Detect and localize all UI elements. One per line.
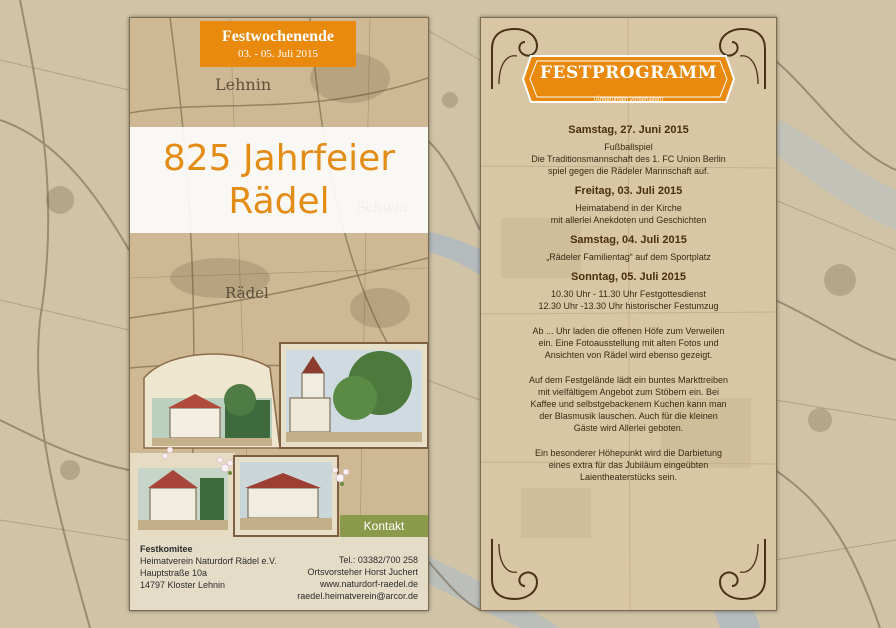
program-day: Freitag, 03. Juli 2015: [574, 185, 683, 197]
contact-details: [297, 554, 418, 602]
badge-title: Festwochenende: [222, 28, 334, 45]
vintage-postcard-image: [130, 338, 428, 538]
program-paragraph-line: ein. Eine Fotoausstellung mit alten Fotos und: [538, 338, 719, 348]
program-subtitle: (Änderungen vorbehalten): [593, 97, 664, 103]
map-label-raedel: Rädel: [225, 284, 269, 302]
program-line: 12.30 Uhr -13.30 Uhr historischer Festumzug: [538, 301, 719, 311]
city-address: 14797 Kloster Lehnin: [140, 580, 226, 590]
program-paragraph-line: der Blasmusik lauschen. Auch für die kleinen: [539, 411, 718, 421]
phone-number: Tel.: 03382/700 258: [338, 555, 418, 565]
program-paragraph-line: Ansichten von Rädel wird ebenso gezeigt.: [544, 350, 713, 360]
front-flyer: [129, 17, 429, 611]
committee-address: [140, 543, 277, 591]
title-band: [130, 127, 428, 233]
program-line: Heimatabend in der Kirche: [575, 203, 682, 213]
email-link[interactable]: raedel.heimatverein@arcor.de: [297, 591, 418, 601]
street-address: Hauptstraße 10a: [140, 568, 208, 578]
association-name: Heimatverein Naturdorf Rädel e.V.: [140, 556, 277, 566]
program-schedule: [491, 124, 766, 483]
program-paragraph-line: mit vielfältigem Angebot zum Stöbern ein. Bei: [537, 387, 720, 397]
program-paragraph-line: Ab ... Uhr laden die offenen Höfe zum Verweilen: [532, 326, 725, 336]
page-title-place: Rädel: [228, 181, 330, 222]
badge-dates: 03. - 05. Juli 2015: [237, 48, 319, 60]
contact-tab[interactable]: Kontakt: [340, 515, 428, 537]
program-line: „Rädeler Familientag“ auf dem Sportplatz: [546, 252, 711, 262]
program-day: Samstag, 04. Juli 2015: [570, 234, 687, 246]
program-line: Die Traditionsmannschaft des 1. FC Union Berlin: [531, 154, 726, 164]
page-title: 825 Jahrfeier: [162, 138, 396, 179]
program-title: FESTPROGRAMM: [539, 63, 718, 83]
program-flyer: [480, 17, 777, 611]
map-label-lehnin: Lehnin: [215, 75, 272, 94]
contact-person: Ortsvorsteher Horst Juchert: [307, 567, 418, 577]
program-paragraph-line: Auf dem Festgelände lädt ein buntes Markttreiben: [528, 375, 729, 385]
program-paragraph-line: Laientheaterstücks sein.: [579, 472, 678, 482]
program-line: spiel gegen die Rädeler Mannschaft auf.: [547, 166, 710, 176]
committee-heading: Festkomitee: [140, 544, 193, 554]
festival-weekend-badge: [200, 21, 356, 67]
program-paragraph-line: Kaffee und selbstgebackenem Kuchen kann man: [530, 399, 727, 409]
bottom-left-flourish-icon: [487, 534, 547, 604]
program-paragraph-line: Gäste wird Allerlei geboten.: [573, 423, 684, 433]
program-day: Sonntag, 05. Juli 2015: [571, 271, 686, 283]
program-line: Fußballspiel: [604, 142, 653, 152]
bottom-right-flourish-icon: [710, 534, 770, 604]
website-link[interactable]: www.naturdorf-raedel.de: [319, 579, 418, 589]
program-line: mit allerlei Anekdoten und Geschichten: [550, 215, 707, 225]
program-day: Samstag, 27. Juni 2015: [568, 124, 689, 136]
program-line: 10.30 Uhr - 11.30 Uhr Festgottesdienst: [551, 289, 706, 299]
program-paragraph-line: eines extra für das Jubiläum eingeübten: [548, 460, 709, 470]
program-paragraph-line: Ein besonderer Höhepunkt wird die Darbietung: [534, 448, 723, 458]
contact-section: [130, 537, 428, 610]
